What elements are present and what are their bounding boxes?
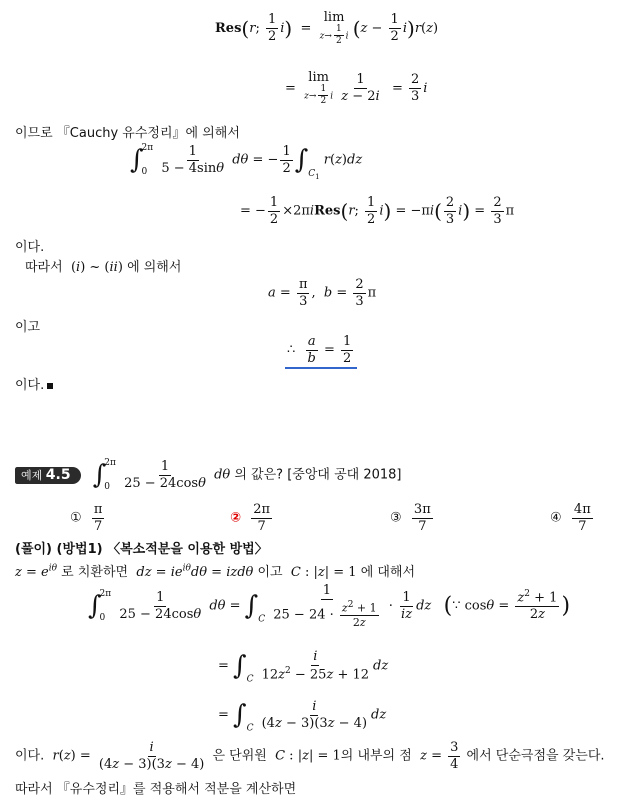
text-pole-line: 이다. r(z) = $\frac{i}{(4z - 3)(3z - 4)}$ 은 단위원 C : |z| = 1의 내부의 점 z = $\frac{3}{4}$ 에서 단순극점을 갖는다. (15, 740, 605, 772)
choice-4-mark: ④ (550, 510, 562, 526)
text-igo-2: 이고 (257, 565, 283, 580)
choice-4-den: 7 (578, 518, 587, 534)
text-by: 에 의해서 (127, 260, 182, 275)
choice-1-mark: ① (70, 510, 82, 526)
choice-4[interactable] (550, 503, 595, 533)
choice-3-num: 3π (413, 502, 431, 517)
substitution-line: $z = e^{i\theta}$ 로 치환하면 dz = $ie^{i\theta}d\theta = izd\theta$ 이고 C : |z| = 1 에 대해서 (15, 563, 416, 580)
example-badge (15, 467, 81, 484)
text-simple-pole: 에서 단순극점을 갖는다. (466, 748, 605, 764)
eq-integral-1: ∫ 2π 0 $\frac{1}{5 - 4\sin\theta}$ dθ = − $\frac{1}{2}$ $\int_{C_1}$ r(z)dz (130, 143, 363, 181)
text-substitute: 로 치환하면 (61, 565, 129, 580)
example-number: 4.5 (45, 466, 71, 483)
eq-example-integral-3: = $\int_C$ $\frac{i}{(4z - 3)(3z - 4)}$ dz (218, 699, 387, 734)
choice-3-den: 7 (418, 518, 427, 534)
choice-3[interactable] (390, 503, 435, 533)
choice-2-mark: ② (230, 510, 242, 526)
example-header: 예제 4.5 ∫ 2π 0 $\frac{1}{25 - 24\cos\theta}$ dθ 의 값은? [중앙대 공대 2018] (15, 458, 401, 492)
text-apply-residue: 따라서 『유수정리』를 적용해서 적분을 계산하면 (15, 782, 297, 797)
choice-1-num: π (93, 502, 103, 517)
choice-2[interactable] (230, 503, 274, 533)
text-line-ida-2 (15, 374, 53, 393)
example-question-tail: 의 값은? [중앙대 공대 2018] (234, 467, 402, 483)
example-tag: 예제 (21, 468, 43, 482)
solution-header: (풀이) (방법1) 〈복소적분을 이용한 방법〉 (15, 542, 268, 557)
text-ida-3: 이다. (15, 748, 45, 764)
text-line-therefore: 따라서 (i) ~ (ii) 에 의해서 (25, 260, 182, 275)
choice-4-num: 4π (573, 502, 591, 517)
text-ida: 이다. (15, 378, 45, 393)
choice-3-mark: ③ (390, 510, 402, 526)
qed-square-icon (47, 383, 53, 389)
eq-res-line2: = lim z→ $\frac{1}{2}$ i $\frac{1}{z - 2i}$ = $\frac{2}{3}$ i (285, 70, 428, 107)
text-unit-circle: 은 단위원 (212, 748, 267, 764)
eq-a-b: a = $\frac{\pi}{3}$ , b = $\frac{2}{3}$ π (268, 277, 377, 309)
text-about: 에 대해서 (360, 565, 416, 580)
text-line-cauchy: 이므로 『Cauchy 유수정리』에 의해서 (15, 126, 240, 141)
choice-1[interactable] (70, 503, 106, 533)
text-therefore: 따라서 (25, 260, 63, 275)
choice-1-den: 7 (94, 518, 103, 534)
eq-answer-underlined: ∴ $\frac{a}{b}$ = $\frac{1}{2}$ (285, 335, 357, 369)
choice-2-num: 2π (253, 502, 271, 517)
text-interior-point: 의 내부의 점 (340, 748, 412, 764)
eq-res-line1: Res(r; $\frac{1}{2}$ i) = lim z→ $\frac{1}{2}$ i (z − $\frac{1}{2}$ i)r(z) (215, 10, 439, 47)
eq-example-integral-1: ∫ 2π 0 $\frac{1}{25 - 24\cos\theta}$ $d\theta = \int_C$ 1 25 − 24 · $\frac{z^2 + 1}{2z}$ · $\frac{1}{iz}$ dz (∵ cosθ = $\frac{z^2 + 1}{2z}$ ) (88, 583, 571, 629)
eq-integral-2: = − $\frac{1}{2}$ ×2πiRes(r; $\frac{1}{2}$ i) = −πi( $\frac{2}{3}$ i) = $\frac{2}{3}$ π (240, 195, 515, 227)
text-line-ida-1: 이다. (15, 240, 45, 255)
text-line-igo: 이고 (15, 320, 41, 335)
choice-2-den: 7 (257, 518, 266, 534)
eq-example-integral-2: = $\int_C$ $\frac{i}{12z^2 - 25z + 12}$ dz (218, 649, 389, 685)
